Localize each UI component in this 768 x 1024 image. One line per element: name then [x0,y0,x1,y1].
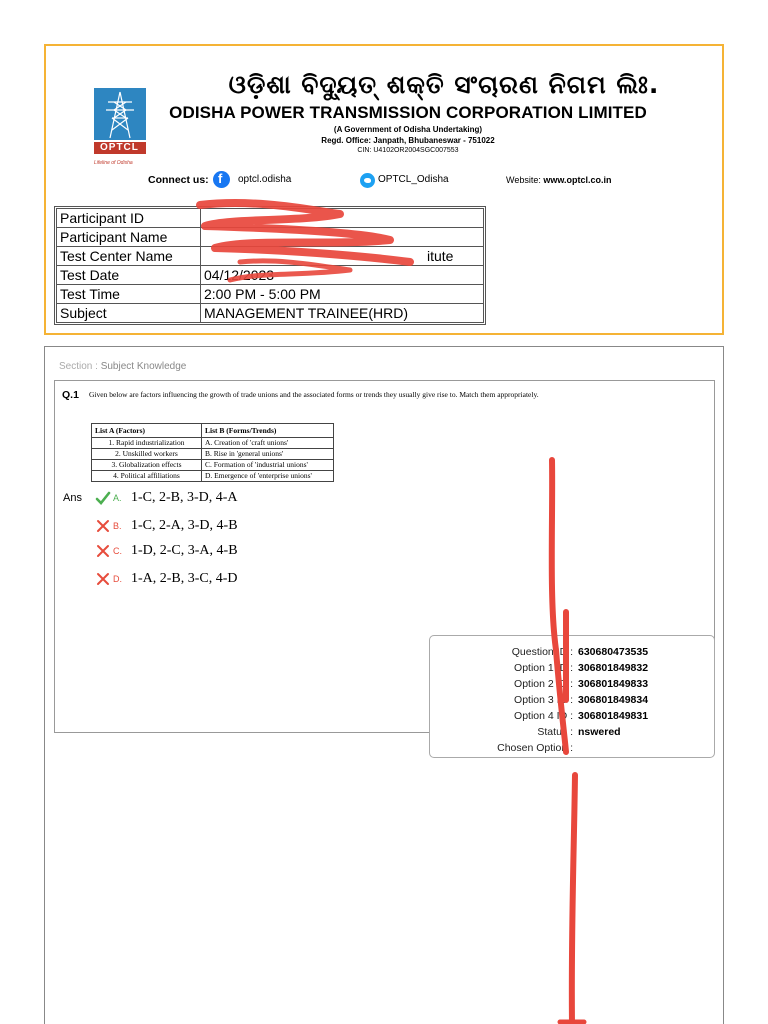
section-name: Subject Knowledge [100,361,187,372]
website-label: Website: [506,175,541,185]
table-row [92,449,334,460]
participant-id-value [201,209,484,228]
question-panel [54,380,715,754]
website-link[interactable]: www.optcl.co.in [543,175,612,185]
meta-key: Status : [537,726,573,738]
participant-name-value [201,228,484,247]
test-center-value [201,247,484,266]
list-b-item: A. Creation of 'craft unions' [202,438,334,449]
table-row [57,247,484,266]
option-letter: A. [113,493,122,503]
logo-tagline: Lifeline of Odisha [94,160,133,166]
connect-row [46,170,722,190]
question-number: Q.1 [62,389,79,401]
table-row [57,285,484,304]
option-letter: B. [113,521,122,531]
header-card [44,44,724,335]
list-a-header: List A (Factors) [92,424,202,438]
meta-value: 630680473535 [578,646,649,658]
option-text: 1-C, 2-B, 3-D, 4-A [131,490,238,505]
undertaking-note: (A Government of Odisha Undertaking) [333,125,483,134]
list-b-header: List B (Forms/Trends) [202,424,334,438]
meta-value: 306801849833 [578,678,649,690]
logo-wordmark: OPTCL [100,142,139,153]
table-row [57,266,484,285]
option-letter: C. [113,546,122,556]
meta-row [430,678,714,694]
cross-icon [95,543,111,559]
test-time-label: Test Time [57,285,201,304]
table-row [57,209,484,228]
participant-info-table [56,208,484,323]
list-a-item: 3. Globalization effects [92,460,202,471]
option-letter: D. [113,574,122,584]
list-b-item: C. Formation of 'industrial unions' [202,460,334,471]
cin-number: CIN: U4102OR2004SGC007553 [357,147,459,154]
meta-value: nswered [578,726,621,738]
list-a-item: 2. Unskilled workers [92,449,202,460]
list-b-item: B. Rise in 'general unions' [202,449,334,460]
meta-key: Chosen Option : [497,742,573,754]
odia-title: ଓଡ଼ିଶା ବିଦ୍ୟୁତ୍ ଶକ୍ତି ସଂଚାରଣ ନିଗମ ଲିଃ. [228,70,660,99]
meta-value: 306801849831 [578,710,649,722]
test-date-label: Test Date [57,266,201,285]
meta-key: Option 2 ID : [514,678,573,690]
test-center-text: itute [427,247,454,264]
meta-row [430,694,714,710]
section-heading [59,361,186,372]
meta-key: Option 3 ID : [514,694,573,706]
meta-row [430,742,714,758]
registered-office: Regd. Office: Janpath, Bhubaneswar - 751022 [321,136,495,145]
option-text: 1-D, 2-C, 3-A, 4-B [131,543,238,558]
twitter-link[interactable]: OPTCL_Odisha [378,174,449,185]
table-row [92,460,334,471]
meta-value: 306801849832 [578,662,649,674]
subject-value: MANAGEMENT TRAINEE(HRD) [201,304,484,323]
meta-row [430,662,714,678]
table-row [57,228,484,247]
meta-key: Option 4 ID : [514,710,573,722]
list-b-item: D. Emergence of 'enterprise unions' [202,471,334,482]
facebook-link[interactable]: optcl.odisha [238,174,292,185]
table-row [57,304,484,323]
option-text: 1-C, 2-A, 3-D, 4-B [131,518,238,533]
twitter-icon[interactable] [360,173,375,188]
meta-row [430,646,714,662]
connect-label: Connect us: [148,174,209,186]
list-a-item: 1. Rapid industrialization [92,438,202,449]
question-card [44,346,724,1024]
meta-key: Question ID : [511,646,573,658]
table-header-row [92,424,334,438]
participant-id-label: Participant ID [57,209,201,228]
match-table [91,423,334,482]
check-icon [95,490,111,506]
subject-label: Subject [57,304,201,323]
test-time-value: 2:00 PM - 5:00 PM [201,285,484,304]
section-prefix: Section : [59,361,98,372]
question-meta-box [429,635,715,758]
meta-value: 306801849834 [578,694,649,706]
meta-row [430,726,714,742]
website-info [506,175,612,185]
answer-label: Ans [63,492,82,504]
test-center-label: Test Center Name [57,247,201,266]
corporation-name: ODISHA POWER TRANSMISSION CORPORATION LIMITED [169,103,647,122]
table-row [92,438,334,449]
cross-icon [95,571,111,587]
question-text: Given below are factors influencing the growth of trade unions and the associated forms or trends they usually give rise to. Match them appropriately. [89,390,539,399]
facebook-icon[interactable] [213,171,230,188]
cross-icon [95,518,111,534]
meta-row [430,710,714,726]
table-row [92,471,334,482]
test-date-value: 04/12/2023 [201,266,484,285]
option-text: 1-A, 2-B, 3-C, 4-D [131,571,238,586]
meta-key: Option 1 ID : [514,662,573,674]
list-a-item: 4. Political affiliations [92,471,202,482]
participant-name-label: Participant Name [57,228,201,247]
